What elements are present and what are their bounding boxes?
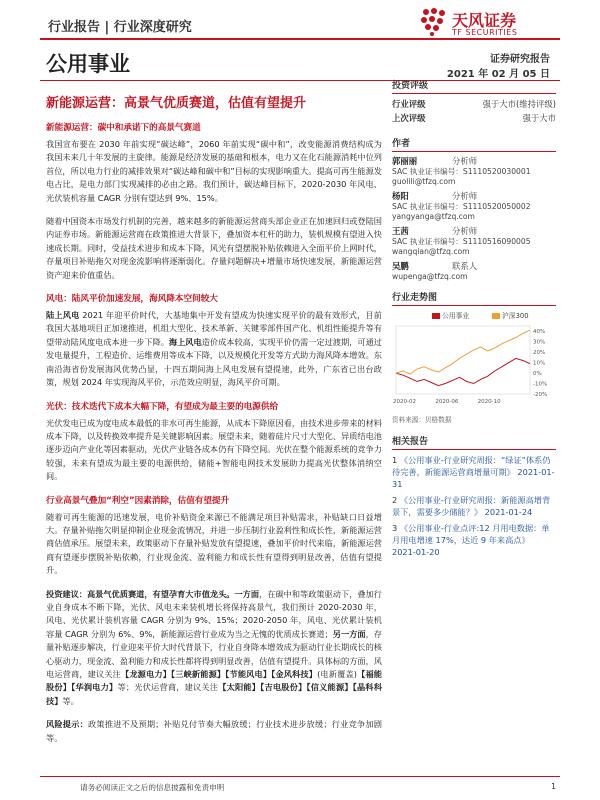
author-name: 王茜 <box>392 226 409 236</box>
inline-text: 政策推进不及预期；补贴兑付节奏大幅放缓；行业技术进步放缓；行业竞争加剧等。 <box>46 719 382 743</box>
report-date: 2021 年 02 月 05 日 <box>446 69 550 80</box>
report-kind: 证券研究报告 <box>490 54 550 65</box>
author-role: 分析师 <box>452 191 478 201</box>
x-tick-label: 2020-02 <box>393 399 417 405</box>
prev-rating-value: 强于大市 <box>522 113 556 123</box>
section-paragraph: 光伏发电已成为度电成本最低的非水可再生能源，从成本下降原因看，由技术进步带来的材料成本下降，以及转换效率提升是关键影响因素。展望未来，随着硅片尺寸大型化、异质结电池逐步迈向产业化等因素驱动，光伏产业链各成本仍有下降空间。光伏在整个能源系统的竞争力较强，未来有望成为最主要的电源供给，储能+智能电网技术发展助力提高光伏整体消纳空间。 <box>46 417 382 482</box>
section-heading: 光伏：技术迭代下成本大幅下降，有望成为最主要的电源供给 <box>46 401 279 412</box>
section-paragraph <box>46 309 382 389</box>
legend-item <box>492 310 529 320</box>
logo-text-cn: 天风证券 <box>452 11 517 30</box>
y-tick-label: 10% <box>533 360 546 367</box>
legend-label: 沪深300 <box>502 312 529 320</box>
inline-lead: 海上风电 <box>168 336 202 347</box>
tf-securities-logo <box>418 6 558 40</box>
authors-heading: 作者 <box>392 136 556 152</box>
author-email[interactable]: wupenga@tfzq.com <box>392 272 468 281</box>
rating-row <box>392 98 556 112</box>
rating-value: 强于大市(维持评级) <box>482 99 556 109</box>
footer-rule <box>40 776 560 777</box>
author-entry <box>392 156 556 187</box>
related-num: 3 <box>392 523 398 533</box>
investment-paragraph <box>46 588 382 709</box>
author-role: 分析师 <box>452 226 478 236</box>
author-email[interactable]: guolili@tfzq.com <box>392 177 456 186</box>
risk-paragraph <box>46 718 382 745</box>
trend-chart-block <box>392 290 556 424</box>
series-line-hs300 <box>396 330 530 374</box>
inline-text: 2021 年迎平价时代，大基地集中开发有望成为快速实现平价的最有效形式，目前我国大基地项目正加速推进，机组大型化、技术革新、关键零部件国产化、机组性能提升等有望带动陆风度电成本进一步下降。 <box>46 310 382 347</box>
inline-text: 造价成本较高，实现平价仍需一定过渡期，可通过发电量提升，工程造价、运维费用等成本下降，以及规模化开发等方式助力海风降本增效。东南沿海省份发展海风优势凸显，十四五期间海上风电发展有望提速，此外，广东省已出台政策，规划 2024 年实现海风平价，示范效应明显，海风平价可期。 <box>46 336 382 388</box>
related-report-item[interactable] <box>392 494 556 518</box>
industry-title: 公用事业 <box>46 52 130 76</box>
inline-text: (电新覆盖) <box>317 669 357 679</box>
prev-rating-label: 上次评级 <box>392 113 426 123</box>
y-tick-label: 20% <box>533 350 546 357</box>
related-text[interactable]: 《公用事业-行业研究周报：“绿证”体系仍待完善，新能源运营商增量可期》 2021-01-31 <box>392 455 555 489</box>
inline-lead: 另一方面 <box>332 628 366 639</box>
related-num: 2 <box>392 495 398 505</box>
stock-list: 【太阳能】【吉电股份】【信义能源】【晶科科技】 <box>46 682 383 706</box>
y-tick-label: 40% <box>533 329 546 336</box>
legend-swatch <box>432 313 440 319</box>
related-num: 1 <box>392 455 398 465</box>
author-name: 杨阳 <box>392 191 409 201</box>
section-paragraph: 我国宣布要在 2030 年前实现“碳达峰”，2060 年前实现“碳中和”，改变能源消费结构成为我国未来几十年发展的主旋律。能源是经济发展的基础和根本，电力又在化石能源消耗中位列首位，所以电力行业的减排效果对“碳达峰和碳中和”目标的实现影响重大。提高可再生能源发电占比，是电力部门实现减排的必由之路。我们预计，碳达峰目标下，2020-2030 年风电、光伏装机容量 CAGR 分别有望达到 9%、15%。 <box>46 139 382 203</box>
author-entry <box>392 261 556 282</box>
section-paragraph: 随着可再生能源的迅速发展，电价补贴资金来源已不能满足项目补贴需求，补贴缺口日益增大。存量补贴拖欠明显抑制企业现金流情况，并进一步压制行业盈利性和成长性，新能源运营商估值承压。展望未来，政策驱动下存量补贴发放有望提速，叠加平价时代来临，新能源运营商有望逐步摆脱补贴依赖，行业现金流、盈利能力和成长性有望得到明显改善，估值有望提升。 <box>46 511 382 576</box>
rating-label: 行业评级 <box>392 99 426 109</box>
inline-text: 等；光伏运营商，建议关注 <box>117 682 219 693</box>
section-paragraph: 随着中国资本市场发行机制的完善，越来越多的新能源运营商头部企业正在加速回归或登陆国内证券市场。新能源运营商在政策推进大背景下，叠加资本杠杆的助力，装机规模有望进入快速成长期。同时，受益技术进步和成本下降，风光有望摆脱补贴依赖进入全面平价上网时代，存量项目补贴拖欠对现金流影响将逐渐弱化。存量问题解决+增量市场快速发展，新能源运营资产迎来价值重估。 <box>46 216 382 280</box>
y-tick-label: -10% <box>533 381 548 388</box>
logo-text-en: TF SECURITIES <box>452 28 518 37</box>
chart-source: 资料来源：贝格数据 <box>392 416 452 424</box>
x-tick-label: 2020-06 <box>435 399 459 405</box>
disclaimer: 请务必阅读正文之后的信息披露和免责申明 <box>80 783 225 792</box>
inline-lead: 一方面 <box>234 588 260 599</box>
related-reports <box>392 434 556 558</box>
author-role: 联系人 <box>452 261 478 271</box>
author-entry <box>392 191 556 222</box>
report-title: 新能源运营：高景气优质赛道，估值有望提升 <box>46 96 307 111</box>
inline-text: 等。 <box>62 695 79 706</box>
related-report-item[interactable] <box>392 454 556 490</box>
page-number: 1 <box>551 782 556 791</box>
stock-list: 【龙源电力】【三峡新能源】【节能风电】【金风科技】 <box>121 669 318 679</box>
chart-legend <box>392 310 556 322</box>
author-name: 吴鹏 <box>392 261 409 271</box>
section-heading: 行业高景气叠加“利空”因素消除，估值有望提升 <box>46 495 230 506</box>
legend-swatch <box>492 313 500 319</box>
stock-list: 【福能股份】【华润电力】 <box>46 669 382 693</box>
author-entry <box>392 226 556 257</box>
inline-lead: 陆上风电 <box>46 310 80 321</box>
author-role: 分析师 <box>452 156 478 166</box>
series-line-industry <box>396 358 530 385</box>
related-text[interactable]: 《公用事业-行业研究周报：新能源高增背景下，需要多少储能？》 2021-01-24 <box>392 495 551 517</box>
author-cert: SAC 执业证书编号：S1110516090005 <box>392 237 531 246</box>
author-cert: SAC 执业证书编号：S1110520050002 <box>392 202 531 211</box>
author-cert: SAC 执业证书编号：S1110520030001 <box>392 167 531 176</box>
chart-frame <box>396 326 530 394</box>
related-text[interactable]: 《公用事业-行业点评:12 月用电数据：单月用电增速 17%，达近 9 年来高点》 2021-01-20 <box>392 523 550 557</box>
inline-text: ，在碳中和等政策驱动下，叠加行业自身成本不断下降，光伏、风电未来装机增长将保持高景气，我们预计 2020-2030 年，风电、光伏累计装机容量 CAGR 分别为 9%、15%；2020-2050 年，风电、光伏累计装机容量 CAGR 分别为 6%、9%，新能源运营行业成为当之无愧的优质成长赛道； <box>46 588 382 639</box>
author-name: 郭丽丽 <box>392 156 418 166</box>
report-category: 行业报告 | 行业深度研究 <box>48 20 192 35</box>
related-report-item[interactable] <box>392 522 556 558</box>
author-email[interactable]: yangyanga@tfzq.com <box>392 212 475 221</box>
main-column <box>46 92 382 745</box>
header-rule <box>40 38 560 40</box>
prev-rating-row <box>392 112 556 126</box>
inline-lead: 风险提示： <box>46 719 89 730</box>
report-header <box>40 10 560 36</box>
x-tick-label: 2020-10 <box>477 399 501 405</box>
author-email[interactable]: wangqian@tfzq.com <box>392 247 470 256</box>
inline-lead: 投资建议：高景气优质赛道，有望孕育大市值龙头。 <box>46 588 235 599</box>
y-tick-label: 0% <box>533 371 542 378</box>
trend-chart <box>392 322 556 408</box>
section-heading: 风电：陆风平价加速发展，海风降本空间较大 <box>46 294 218 305</box>
related-heading: 相关报告 <box>392 434 556 450</box>
inline-text: ，存量补贴逐步解决，行业迎来平价大时代背景下，行业自身降本增效成为驱动行业长期成长的核心驱动力，现金流、盈利能力和成长性都将得到明显改善，估值有望提升。具体标的方面，风电运营商，建议关注 <box>46 628 382 679</box>
section-heading: 新能源运营：碳中和承诺下的高景气赛道 <box>46 123 201 133</box>
logo-mark-icon <box>418 6 448 36</box>
sidebar <box>392 78 556 562</box>
rating-heading: 投资评级 <box>392 78 556 94</box>
legend-label: 公用事业 <box>442 312 470 320</box>
y-tick-label: 30% <box>533 339 546 346</box>
trend-heading: 行业走势图 <box>392 290 556 306</box>
y-tick-label: -20% <box>533 392 548 398</box>
legend-item <box>432 310 469 320</box>
